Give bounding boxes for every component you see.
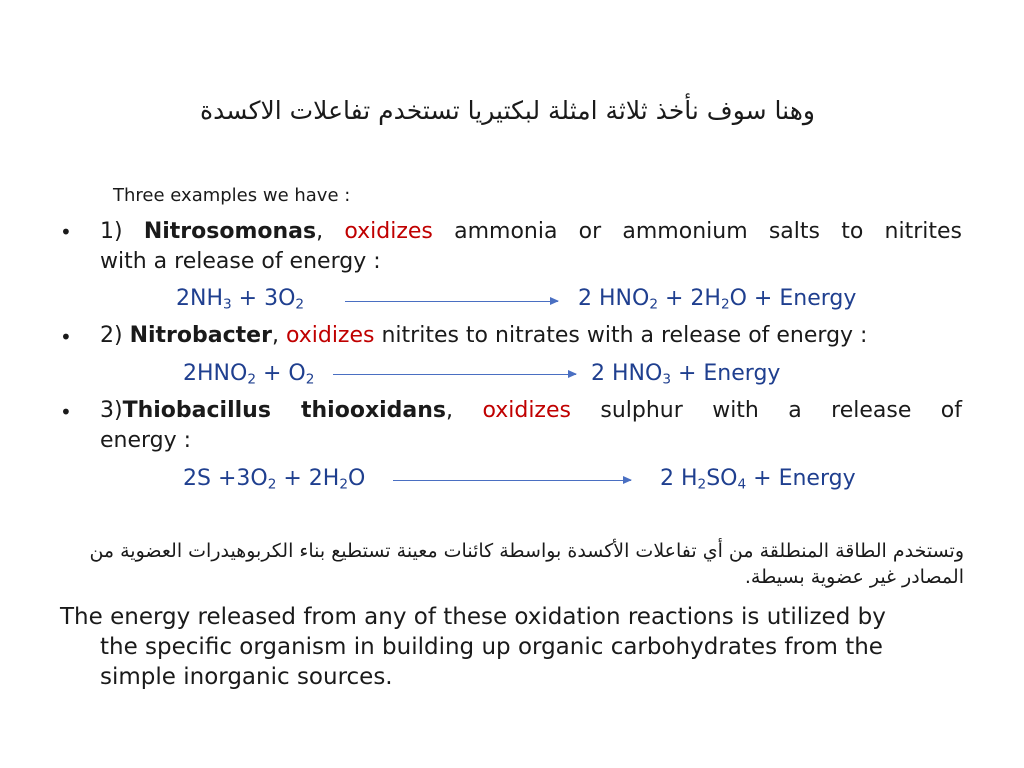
item-1-line2: with a release of energy : [100,249,381,274]
item-2-verb: oxidizes [285,323,375,348]
item-1-name: Nitrosomonas [143,219,317,244]
eq-2-arrow [333,374,576,375]
english-paragraph-rest: the specific organism in building up organic carbohydrates from the simple inorganic sources. [100,634,883,690]
bullet-1: • [60,220,72,244]
item-3-name: Thiobacillus thiooxidans [122,398,447,423]
item-1-sep: , [316,219,345,244]
eq-3-products: 2 $H_2SO_4$ + Energy [660,466,856,493]
arabic-title: وهنا سوف نأخذ ثلاثة امثلة لبكتيريا تستخدم تفاعلات الاكسدة [200,96,815,125]
eq-2-reactants: $2HNO_2 + O_2$ [183,361,315,388]
english-paragraph-line1: The energy released from any of these oxidation reactions is utilized by [60,604,886,630]
item-3-line2: energy : [100,428,192,453]
item-1-verb: oxidizes [344,219,433,244]
eq-1-products: 2 $HNO_2 + 2H_2O$ + Energy [578,286,857,313]
item-3-number: 3) [100,398,123,423]
bullet-2: • [60,325,72,349]
item-1-number: 1) [100,219,144,244]
eq-2-products: 2 $HNO_3$ + Energy [591,361,781,388]
item-3-desc: sulphur with a release of [570,398,962,423]
item-3-sep: , [446,398,483,423]
english-paragraph [60,602,965,692]
eq-3-reactants: $2S +3O_2 + 2H_2O$ [183,466,366,493]
intro-text: Three examples we have : [113,185,351,206]
eq-3-arrow [393,480,631,481]
item-2-sep: , [271,323,286,348]
eq-1-arrow [345,301,558,302]
item-1-line1 [100,219,962,244]
item-1-desc: ammonia or ammonium salts to nitrites [432,219,962,244]
bullet-3: • [60,400,72,424]
item-2-name: Nitrobacter [129,323,272,348]
item-2-desc: nitrites to nitrates with a release of energy : [374,323,868,348]
item-3-verb: oxidizes [482,398,571,423]
arabic-paragraph: وتستخدم الطاقة المنطلقة من أي تفاعلات الأكسدة بواسطة كائنات معينة تستطيع بناء الكربوهيدرات العضوية من المصادر غير عضوية بسيطة. [89,540,964,588]
item-2-number: 2) [100,323,130,348]
item-2-line1 [100,323,867,348]
item-3-line1 [100,398,962,423]
eq-1-reactants: $2NH_3 + 3O_2$ [176,286,305,313]
